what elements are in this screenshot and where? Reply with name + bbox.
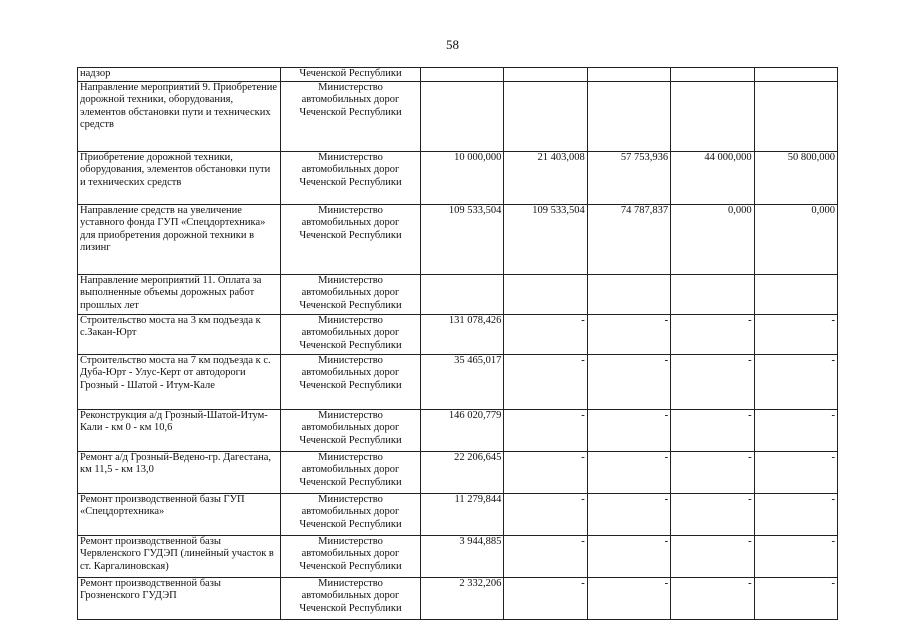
amount-cell-year-2: - [504,409,587,451]
amount-cell-year-1: 3 944,885 [421,535,504,577]
amount-cell-year-1 [421,68,504,82]
amount-cell-year-1: 11 279,844 [421,493,504,535]
amount-cell-year-4 [671,68,754,82]
activity-name-cell: Направление мероприятий 9. Приобретение дорожной техники, оборудования, элементов обстановки пути и технических средств [78,81,281,151]
amount-cell-year-4 [671,81,754,151]
executor-cell: Министерство автомобильных дорог Чеченской Республики [281,151,421,204]
amount-cell-year-4: - [671,354,754,409]
amount-cell-year-4: 44 000,000 [671,151,754,204]
amount-cell-year-5: - [754,493,837,535]
amount-cell-year-4: - [671,409,754,451]
amount-cell-year-2: 109 533,504 [504,204,587,274]
amount-cell-year-2: - [504,314,587,354]
amount-cell-year-5: - [754,354,837,409]
amount-cell-year-4: - [671,577,754,619]
amount-cell-year-3 [587,81,670,151]
amount-cell-year-1 [421,274,504,314]
page-number: 58 [446,37,459,52]
budget-table [77,67,838,620]
amount-cell-year-3: 57 753,936 [587,151,670,204]
amount-cell-year-5: - [754,409,837,451]
amount-cell-year-5: 0,000 [754,204,837,274]
executor-cell: Министерство автомобильных дорог Чеченской Республики [281,314,421,354]
table-row [78,151,838,204]
table-row [78,493,838,535]
amount-cell-year-3: - [587,354,670,409]
amount-cell-year-3: - [587,535,670,577]
executor-cell: Министерство автомобильных дорог Чеченской Республики [281,354,421,409]
amount-cell-year-2 [504,68,587,82]
amount-cell-year-2: - [504,577,587,619]
amount-cell-year-5 [754,81,837,151]
amount-cell-year-1: 2 332,206 [421,577,504,619]
amount-cell-year-2: - [504,493,587,535]
executor-cell: Министерство автомобильных дорог Чеченской Республики [281,81,421,151]
amount-cell-year-2: - [504,354,587,409]
executor-cell: Министерство автомобильных дорог Чеченской Республики [281,577,421,619]
amount-cell-year-4: - [671,451,754,493]
amount-cell-year-5 [754,68,837,82]
activity-name-cell: Направление мероприятий 11. Оплата за выполненные объемы дорожных работ прошлых лет [78,274,281,314]
amount-cell-year-5: - [754,577,837,619]
activity-name-cell: Реконструкция а/д Грозный-Шатой-Итум-Кали - км 0 - км 10,6 [78,409,281,451]
amount-cell-year-1: 22 206,645 [421,451,504,493]
executor-cell: Министерство автомобильных дорог Чеченской Республики [281,274,421,314]
table-row [78,409,838,451]
amount-cell-year-4: - [671,493,754,535]
amount-cell-year-5: - [754,451,837,493]
amount-cell-year-2: 21 403,008 [504,151,587,204]
amount-cell-year-1 [421,81,504,151]
amount-cell-year-2 [504,274,587,314]
table-row [78,451,838,493]
activity-name-cell: Ремонт производственной базы ГУП «Спецдортехника» [78,493,281,535]
amount-cell-year-4: - [671,535,754,577]
table-row [78,314,838,354]
table-row [78,81,838,151]
table-row [78,204,838,274]
table-row [78,274,838,314]
amount-cell-year-1: 109 533,504 [421,204,504,274]
amount-cell-year-3 [587,274,670,314]
amount-cell-year-3: 74 787,837 [587,204,670,274]
activity-name-cell: Ремонт а/д Грозный-Ведено-гр. Дагестана, км 11,5 - км 13,0 [78,451,281,493]
table-row [78,68,838,82]
executor-cell: Министерство автомобильных дорог Чеченской Республики [281,451,421,493]
executor-cell: Министерство автомобильных дорог Чеченской Республики [281,409,421,451]
executor-cell: Министерство автомобильных дорог Чеченской Республики [281,204,421,274]
amount-cell-year-4 [671,274,754,314]
amount-cell-year-2: - [504,535,587,577]
amount-cell-year-3: - [587,493,670,535]
executor-cell: Министерство автомобильных дорог Чеченской Республики [281,493,421,535]
activity-name-cell: Ремонт производственной базы Червленского ГУДЭП (линейный участок в ст. Каргалиновская) [78,535,281,577]
amount-cell-year-1: 131 078,426 [421,314,504,354]
amount-cell-year-1: 10 000,000 [421,151,504,204]
amount-cell-year-5 [754,274,837,314]
amount-cell-year-1: 146 020,779 [421,409,504,451]
amount-cell-year-4: - [671,314,754,354]
activity-name-cell: надзор [78,68,281,82]
executor-cell: Министерство автомобильных дорог Чеченской Республики [281,535,421,577]
amount-cell-year-3: - [587,577,670,619]
amount-cell-year-4: 0,000 [671,204,754,274]
activity-name-cell: Строительство моста на 3 км подъезда к с.Закан-Юрт [78,314,281,354]
amount-cell-year-5: - [754,535,837,577]
activity-name-cell: Направление средств на увеличение уставного фонда ГУП «Спецдортехника» для приобретения дорожной техники в лизинг [78,204,281,274]
amount-cell-year-5: - [754,314,837,354]
amount-cell-year-3 [587,68,670,82]
table-row [78,535,838,577]
activity-name-cell: Строительство моста на 7 км подъезда к с. Дуба-Юрт - Улус-Керт от автодороги Грозный - Шатой - Итум-Кале [78,354,281,409]
amount-cell-year-3: - [587,409,670,451]
table-row [78,577,838,619]
amount-cell-year-2: - [504,451,587,493]
table-body [78,68,838,620]
executor-cell: Чеченской Республики [281,68,421,82]
amount-cell-year-1: 35 465,017 [421,354,504,409]
activity-name-cell: Приобретение дорожной техники, оборудования, элементов обстановки пути и технических средств [78,151,281,204]
activity-name-cell: Ремонт производственной базы Грозненского ГУДЭП [78,577,281,619]
amount-cell-year-3: - [587,451,670,493]
amount-cell-year-3: - [587,314,670,354]
amount-cell-year-2 [504,81,587,151]
amount-cell-year-5: 50 800,000 [754,151,837,204]
table-row [78,354,838,409]
